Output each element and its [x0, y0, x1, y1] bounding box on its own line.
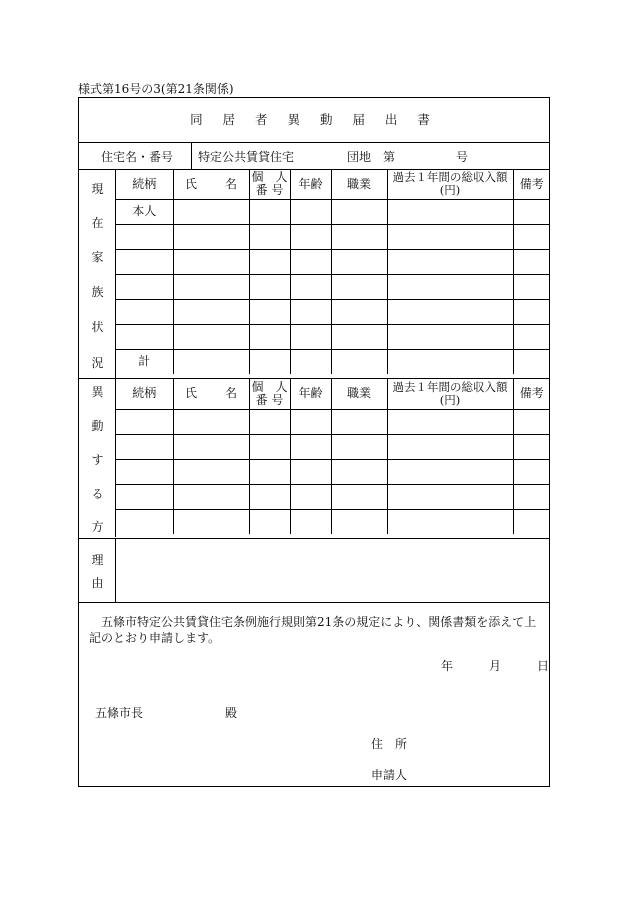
remarks-cell[interactable]: [513, 274, 550, 299]
occupation-cell[interactable]: [331, 224, 387, 249]
income-cell[interactable]: [387, 324, 513, 349]
remarks-cell[interactable]: [513, 459, 550, 484]
applicant-label: 申請人: [371, 768, 408, 782]
name-cell[interactable]: [173, 484, 249, 509]
current-household-side-label: [79, 170, 116, 378]
side-char: 異: [91, 385, 104, 399]
side-char: 族: [91, 285, 104, 299]
relation-cell[interactable]: [116, 434, 173, 459]
name-cell[interactable]: [173, 224, 249, 249]
age-cell[interactable]: [290, 459, 331, 484]
income-cell[interactable]: [387, 224, 513, 249]
mynumber-cell[interactable]: [249, 299, 290, 324]
relation-cell[interactable]: [116, 484, 173, 509]
income-cell[interactable]: [387, 199, 513, 224]
reason-field[interactable]: [116, 539, 549, 602]
header-age: 年齢: [290, 379, 331, 409]
table-row: [116, 249, 550, 274]
notification-form: [78, 97, 550, 787]
remarks-cell[interactable]: [513, 509, 550, 534]
header-mynumber-b: 番 号: [255, 392, 284, 407]
header-remarks: 備考: [513, 379, 550, 409]
age-cell[interactable]: [290, 324, 331, 349]
header-mynumber-a: 個 人: [251, 170, 288, 185]
table-header-row: [116, 379, 550, 409]
relation-cell[interactable]: [116, 249, 173, 274]
mynumber-cell[interactable]: [249, 509, 290, 534]
housing-go-label: 号: [456, 150, 469, 164]
remarks-cell[interactable]: [513, 349, 550, 374]
table-row: [116, 324, 550, 349]
relation-cell[interactable]: [116, 459, 173, 484]
remarks-cell[interactable]: [513, 224, 550, 249]
side-char: 理: [91, 553, 104, 567]
header-income-b: (円): [439, 183, 461, 198]
remarks-cell[interactable]: [513, 484, 550, 509]
table-row: [116, 409, 550, 434]
remarks-cell[interactable]: [513, 249, 550, 274]
total-row: [116, 349, 550, 374]
mynumber-cell[interactable]: [249, 199, 290, 224]
table-row: [116, 459, 550, 484]
occupation-cell[interactable]: [331, 324, 387, 349]
reason-side-label: [79, 539, 116, 602]
income-cell[interactable]: [387, 249, 513, 274]
age-cell[interactable]: [290, 349, 331, 374]
total-label-cell: 計: [116, 349, 173, 374]
header-mynumber-a: 個 人: [251, 379, 288, 394]
age-cell[interactable]: [290, 199, 331, 224]
side-char: 動: [91, 419, 104, 433]
self-relation-cell[interactable]: 本人: [116, 199, 173, 224]
mynumber-cell[interactable]: [249, 224, 290, 249]
side-char: す: [91, 453, 104, 467]
address-label: 住 所: [371, 737, 408, 751]
income-cell[interactable]: [387, 409, 513, 434]
age-cell[interactable]: [290, 274, 331, 299]
header-income-a: 過去１年間の総収入額: [392, 170, 508, 185]
name-cell[interactable]: [173, 274, 249, 299]
header-mynumber: [249, 170, 290, 199]
table-row: [116, 484, 550, 509]
occupation-cell[interactable]: [331, 434, 387, 459]
occupation-cell[interactable]: [331, 484, 387, 509]
table-row: [116, 434, 550, 459]
side-char: 状: [91, 320, 104, 334]
housing-complex-label: 団地: [347, 150, 372, 164]
income-cell[interactable]: [387, 434, 513, 459]
income-cell[interactable]: [387, 274, 513, 299]
honorific-label: 殿: [225, 706, 238, 720]
mynumber-cell[interactable]: [249, 434, 290, 459]
header-remarks: 備考: [513, 170, 550, 199]
declaration-text: 五條市特定公共賃貸住宅条例施行規則第21条の規定により、関係書類を添えて上記のとおり申請します。: [89, 615, 537, 645]
relation-cell[interactable]: [116, 324, 173, 349]
occupation-cell[interactable]: [331, 459, 387, 484]
date-month-label: 月: [489, 659, 502, 673]
side-char: る: [91, 487, 104, 501]
side-char: 現: [91, 182, 104, 196]
income-cell[interactable]: [387, 484, 513, 509]
relation-cell[interactable]: [116, 274, 173, 299]
name-cell[interactable]: [173, 299, 249, 324]
income-cell[interactable]: [387, 459, 513, 484]
header-name-b: 名: [225, 386, 238, 401]
changing-persons-table: [116, 379, 550, 534]
housing-row: [79, 142, 549, 169]
header-relation: 続柄: [116, 379, 173, 409]
age-cell[interactable]: [290, 484, 331, 509]
side-char: 家: [91, 250, 104, 264]
mynumber-cell[interactable]: [249, 349, 290, 374]
table-header-row: [116, 170, 550, 199]
income-cell[interactable]: [387, 299, 513, 324]
header-income: [387, 170, 513, 199]
name-cell[interactable]: [173, 199, 249, 224]
header-income: [387, 379, 513, 409]
relation-cell[interactable]: [116, 409, 173, 434]
age-cell[interactable]: [290, 224, 331, 249]
header-mynumber-b: 番 号: [255, 183, 284, 198]
remarks-cell[interactable]: [513, 299, 550, 324]
side-char: 方: [91, 520, 104, 534]
age-cell[interactable]: [290, 249, 331, 274]
occupation-cell[interactable]: [331, 249, 387, 274]
mynumber-cell[interactable]: [249, 484, 290, 509]
remarks-cell[interactable]: [513, 409, 550, 434]
name-cell[interactable]: [173, 249, 249, 274]
addressee-label: 五條市長: [95, 706, 144, 720]
mynumber-cell[interactable]: [249, 459, 290, 484]
header-name-a: 氏: [184, 176, 197, 191]
header-mynumber: [249, 379, 290, 409]
mynumber-cell[interactable]: [249, 324, 290, 349]
age-cell[interactable]: [290, 409, 331, 434]
current-household-table: [116, 170, 550, 374]
divider: [191, 142, 192, 169]
header-relation: 続柄: [116, 170, 173, 199]
income-cell[interactable]: [387, 509, 513, 534]
form-number-caption: 様式第16号の3(第21条関係): [78, 82, 234, 96]
header-name-a: 氏: [184, 386, 197, 401]
occupation-cell[interactable]: [331, 409, 387, 434]
occupation-cell[interactable]: [331, 509, 387, 534]
occupation-cell[interactable]: [331, 299, 387, 324]
remarks-cell[interactable]: [513, 199, 550, 224]
age-cell[interactable]: [290, 299, 331, 324]
name-cell[interactable]: [173, 459, 249, 484]
divider: [79, 602, 549, 603]
housing-type: 特定公共賃貸住宅: [198, 150, 295, 164]
side-char: 由: [91, 576, 104, 590]
side-char: 況: [91, 356, 104, 370]
header-name-b: 名: [225, 176, 238, 191]
housing-dai-label: 第: [383, 150, 396, 164]
date-year-label: 年: [441, 659, 454, 673]
mynumber-cell[interactable]: [249, 409, 290, 434]
age-cell[interactable]: [290, 509, 331, 534]
mynumber-cell[interactable]: [249, 249, 290, 274]
table-row: [116, 299, 550, 324]
name-cell[interactable]: [173, 409, 249, 434]
header-name: [173, 170, 249, 199]
occupation-cell[interactable]: [331, 274, 387, 299]
name-cell[interactable]: [173, 324, 249, 349]
housing-label: 住宅名・番号: [101, 150, 174, 164]
table-row: [116, 509, 550, 534]
changing-persons-side-label: [79, 379, 116, 537]
header-occupation: 職業: [331, 170, 387, 199]
header-income-a: 過去１年間の総収入額: [392, 379, 508, 394]
name-cell[interactable]: [173, 509, 249, 534]
remarks-cell[interactable]: [513, 324, 550, 349]
income-total-cell[interactable]: [387, 349, 513, 374]
table-row: [116, 274, 550, 299]
name-cell[interactable]: [173, 434, 249, 459]
relation-cell[interactable]: [116, 224, 173, 249]
name-cell[interactable]: [173, 349, 249, 374]
remarks-cell[interactable]: [513, 434, 550, 459]
side-char: 在: [91, 216, 104, 230]
relation-cell[interactable]: [116, 509, 173, 534]
header-occupation: 職業: [331, 379, 387, 409]
header-age: 年齢: [290, 170, 331, 199]
occupation-cell[interactable]: [331, 349, 387, 374]
header-income-b: (円): [439, 392, 461, 407]
date-day-label: 日: [537, 659, 550, 673]
form-title: 同 居 者 異 動 届 出 書: [190, 112, 438, 127]
occupation-cell[interactable]: [331, 199, 387, 224]
mynumber-cell[interactable]: [249, 274, 290, 299]
header-name: [173, 379, 249, 409]
table-row: [116, 199, 550, 224]
age-cell[interactable]: [290, 434, 331, 459]
relation-cell[interactable]: [116, 299, 173, 324]
table-row: [116, 224, 550, 249]
